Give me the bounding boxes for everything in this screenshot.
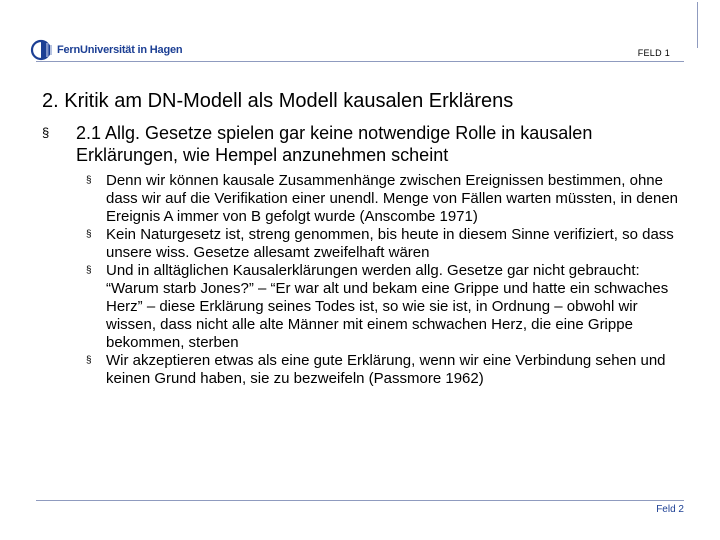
header-vertical-rule	[697, 2, 698, 48]
list-item	[86, 262, 686, 352]
list-item-text: Kein Naturgesetz ist, streng genommen, bis heute in diesem Sinne verifiziert, so dass unsere wiss. Gesetze allesamt zweifelhaft wären	[106, 226, 674, 261]
list-item-text: Denn wir können kausale Zusammenhänge zwischen Ereignissen bestimmen, ohne dass wir auf die Verifikation einer unendl. Menge von Fällen warten müssten, in denen Ereignis A immer von B gefolgt wurde (Anscombe 1971)	[106, 172, 678, 225]
footer-divider	[36, 500, 684, 501]
fernuni-logo-icon	[30, 39, 54, 61]
bullet-marker: §	[86, 175, 92, 186]
bullet-marker: §	[86, 355, 92, 366]
level1-text: 2.1 Allg. Gesetze spielen gar keine notwendige Rolle in kausalen Erklärungen, wie Hempel anzunehmen scheint	[76, 123, 593, 165]
header-feld-label: FELD 1	[637, 48, 670, 58]
bullet-marker: §	[86, 229, 92, 240]
bullet-marker: §	[86, 265, 92, 276]
university-logo	[30, 39, 182, 61]
list-item	[86, 352, 686, 388]
level2-bullet-list	[86, 172, 686, 388]
list-item	[86, 226, 686, 262]
slide-title: 2. Kritik am DN-Modell als Modell kausalen Erklärens	[42, 90, 514, 112]
list-item-text: Wir akzeptieren etwas als eine gute Erklärung, wenn wir eine Verbindung sehen und keinen Grund haben, sie zu bezweifeln (Passmore 1962)	[106, 352, 666, 387]
header-divider	[36, 61, 684, 62]
footer-page-label: Feld 2	[656, 504, 684, 515]
bullet-marker: §	[42, 125, 50, 140]
list-item	[86, 172, 686, 226]
logo-text: FernUniversität in Hagen	[57, 44, 183, 56]
list-item-text: Und in alltäglichen Kausalerklärungen werden allg. Gesetze gar nicht gebraucht: “Warum starb Jones?” – “Er war alt und bekam eine Grippe und hatte ein schwaches Herz” – diese Erklärung seines Todes ist, so wie sie ist, in Ordnung – obwohl wir wissen, dass nicht alle alte Männer mit einem schwachen Herz, die eine Grippe bekommen, sterben	[106, 262, 669, 351]
